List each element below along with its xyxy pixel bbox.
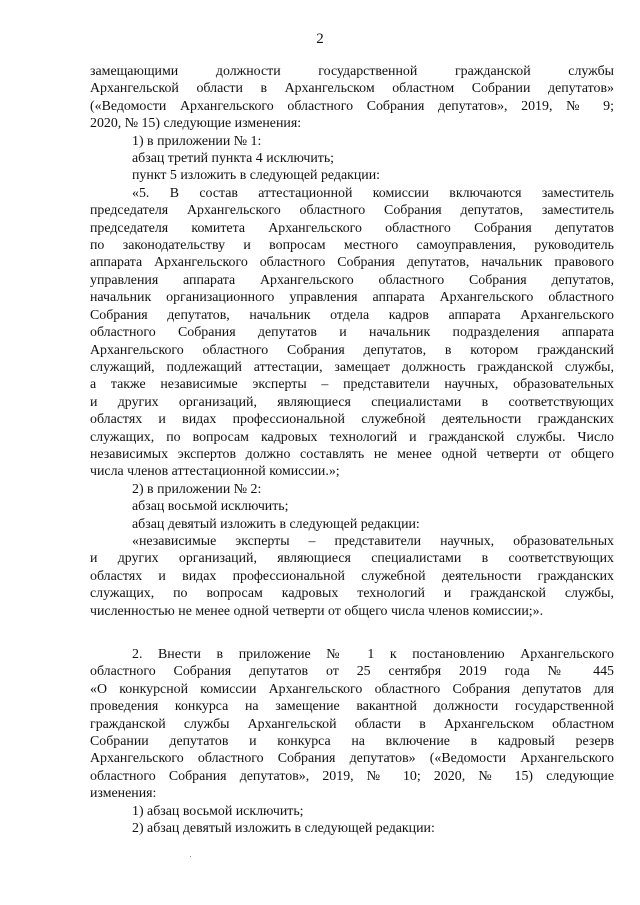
text-line: Архангельского областного Собрания депутатов» («Ведомости Архангельского <box>90 751 614 767</box>
text-line: Собрании депутатов и конкурса на включение в кадровый резерв <box>90 734 614 750</box>
text-line: служащий, подлежащий аттестации, замещает должность гражданской службы, <box>90 359 614 375</box>
page-number: 2 <box>316 31 324 47</box>
text-line: аппарата Архангельского областного Собрания депутатов, начальник правового <box>90 255 614 271</box>
text-line: Архангельского областного Собрания депутатов, в котором гражданский <box>90 342 614 358</box>
text-line: 2020, № 15) следующие изменения: <box>90 116 302 132</box>
text-line: 2) в приложении № 2: <box>132 481 262 497</box>
text-line: Архангельской области в Архангельском областном Собрании депутатов» <box>90 81 614 97</box>
paragraph <box>90 516 614 533</box>
paragraph <box>90 533 614 620</box>
paragraph <box>90 133 614 150</box>
paragraph-spacer <box>90 620 614 646</box>
text-line: служащих, по вопросам кадровых технологий и гражданской службы, <box>90 586 614 602</box>
text-line: изменения: <box>90 786 157 802</box>
paragraph <box>90 498 614 515</box>
text-line: 2) абзац девятый изложить в следующей редакции: <box>132 821 435 837</box>
text-line: («Ведомости Архангельского областного Собрания депутатов», 2019, № 9; <box>90 98 614 114</box>
text-line: областях и видах профессиональной служебной деятельности гражданских <box>90 412 614 428</box>
text-line: управления аппарата Архангельского областного Собрания депутатов, <box>90 272 614 288</box>
text-line: замещающими должности государственной гражданской службы <box>90 64 614 79</box>
text-line: 1) абзац восьмой исключить; <box>132 803 304 819</box>
paragraph <box>90 150 614 167</box>
text-line: областного Собрания депутатов и начальник подразделения аппарата <box>90 325 614 341</box>
paragraph <box>90 63 614 133</box>
paragraph <box>90 820 614 837</box>
text-line: числа членов аттестационной комиссии.»; <box>90 464 340 480</box>
paragraph <box>90 646 614 803</box>
paragraph <box>90 167 614 184</box>
text-line: 2. Внести в приложение № 1 к постановлению Архангельского <box>132 647 614 662</box>
text-line: гражданской службы Архангельской области в Архангельском областном <box>90 716 614 732</box>
text-line: «О конкурсной комиссии Архангельского областного Собрания депутатов для <box>90 681 614 697</box>
scan-speck <box>190 856 191 857</box>
text-line: абзац третий пункта 4 исключить; <box>132 151 335 167</box>
text-line: «5. В состав аттестационной комиссии включаются заместитель <box>132 185 614 201</box>
text-line: численностью не менее одной четверти от общего числа членов комиссии;». <box>90 603 544 619</box>
text-line: 1) в приложении № 1: <box>132 133 262 149</box>
text-line: пункт 5 изложить в следующей редакции: <box>132 168 381 184</box>
document-body <box>90 63 614 837</box>
text-line: областях и видах профессиональной служебной деятельности гражданских <box>90 568 614 584</box>
text-line: областного Собрания депутатов от 25 сентября 2019 года № 445 <box>90 664 614 680</box>
text-line: служащих, по вопросам кадровых технологий и гражданской службы. Число <box>90 429 614 445</box>
paragraph <box>90 481 614 498</box>
text-line: и других организаций, являющиеся специалистами в соответствующих <box>90 394 614 410</box>
text-line: а также независимые эксперты – представители научных, образовательных <box>90 377 614 393</box>
paragraph <box>90 185 614 481</box>
text-line: независимых экспертов должно составлять не менее одной четверти от общего <box>90 446 614 462</box>
text-line: Собрания депутатов, начальник отдела кадров аппарата Архангельского <box>90 307 614 323</box>
text-line: по законодательству и вопросам местного самоуправления, руководитель <box>90 238 614 254</box>
text-line: председателя Архангельского областного Собрания депутатов, заместитель <box>90 203 614 219</box>
text-line: абзац восьмой исключить; <box>132 499 289 515</box>
paragraph <box>90 803 614 820</box>
text-line: и других организаций, являющиеся специалистами в соответствующих <box>90 551 614 567</box>
text-line: начальник организационного управления аппарата Архангельского областного <box>90 290 614 306</box>
text-line: председателя комитета Архангельского областного Собрания депутатов <box>90 220 614 236</box>
text-line: «независимые эксперты – представители научных, образовательных <box>132 533 614 549</box>
text-line: проведения конкурса на замещение вакантной должности государственной <box>90 699 614 715</box>
text-line: областного Собрания депутатов», 2019, № 10; 2020, № 15) следующие <box>90 768 614 784</box>
text-line: абзац девятый изложить в следующей редакции: <box>132 516 420 532</box>
